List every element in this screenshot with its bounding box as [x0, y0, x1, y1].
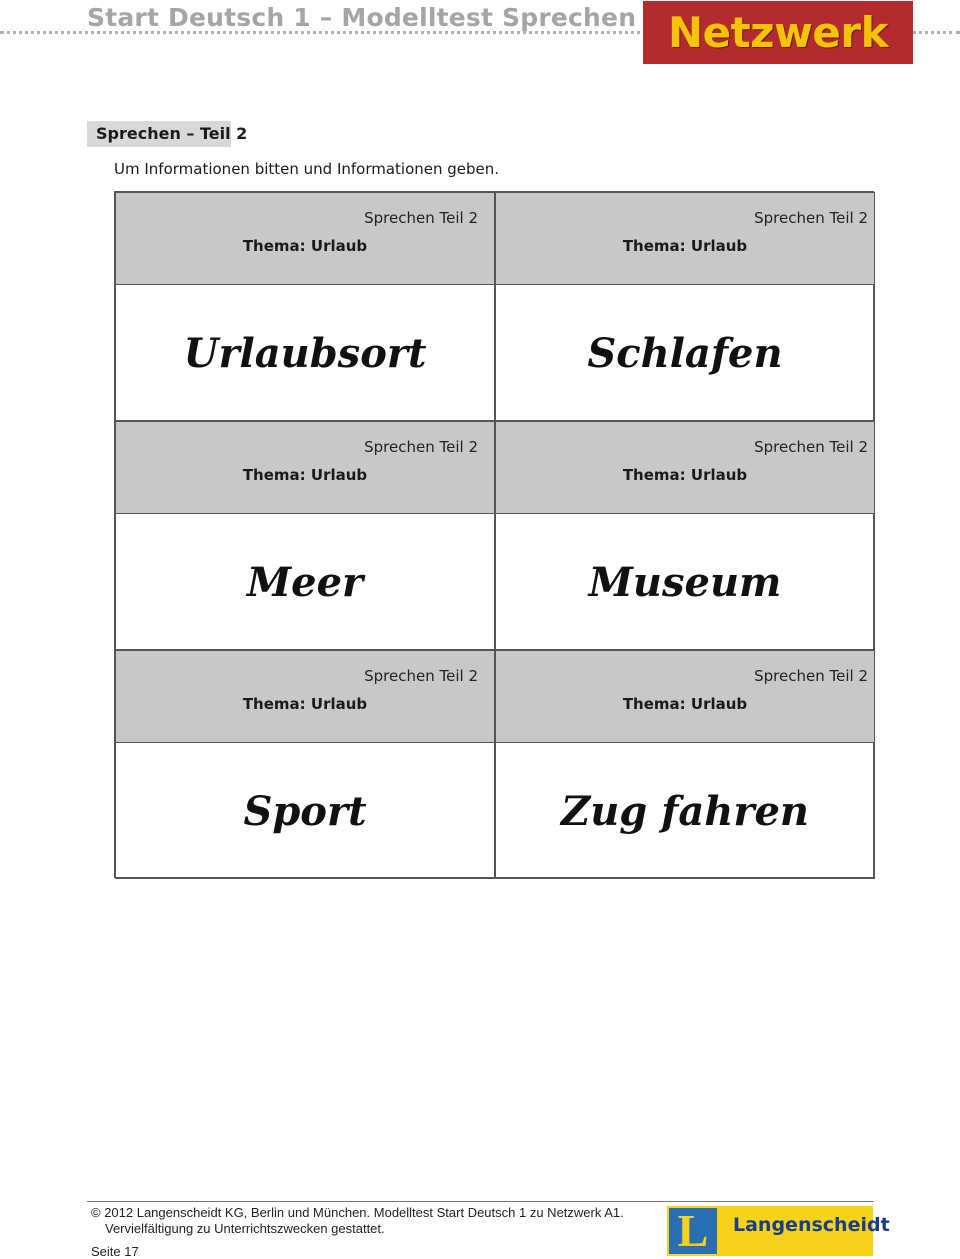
- page-number: Seite 17: [91, 1244, 139, 1259]
- word-card: [495, 192, 875, 421]
- langenscheidt-logo: [667, 1205, 890, 1256]
- netzwerk-logo: [643, 1, 913, 64]
- footer-divider: [87, 1201, 874, 1202]
- task-instruction: Um Informationen bitten und Informationen geben.: [114, 160, 500, 178]
- card-keyword: Zug fahren: [561, 787, 809, 835]
- card-header: [496, 422, 874, 514]
- publisher-name: Langenscheidt: [733, 1214, 890, 1236]
- word-card: [115, 192, 495, 421]
- card-part-label: Sprechen Teil 2: [364, 438, 478, 456]
- langenscheidt-l-letter: L: [677, 1205, 709, 1256]
- card-keyword: Schlafen: [587, 329, 783, 377]
- netzwerk-logo-text: Netzwerk: [667, 8, 889, 57]
- card-part-label: Sprechen Teil 2: [754, 438, 868, 456]
- card-keyword: Sport: [243, 787, 367, 835]
- card-topic: Thema: Urlaub: [242, 237, 368, 255]
- card-keyword: Urlaubsort: [183, 329, 427, 377]
- word-card: [495, 650, 875, 879]
- word-card: [495, 421, 875, 650]
- section-label: Sprechen – Teil 2: [87, 121, 231, 147]
- card-part-label: Sprechen Teil 2: [754, 667, 868, 685]
- card-keyword: Meer: [246, 558, 364, 606]
- card-body: [116, 743, 494, 879]
- card-topic: Thema: Urlaub: [242, 466, 368, 484]
- copyright-line-1: © 2012 Langenscheidt KG, Berlin und München. Modelltest Start Deutsch 1 zu Netzwerk A1.: [91, 1205, 624, 1220]
- card-body: [116, 514, 494, 650]
- langenscheidt-l-icon: [669, 1205, 717, 1256]
- card-header: [116, 651, 494, 743]
- copyright-line-2: Vervielfältigung zu Unterrichtszwecken gestattet.: [105, 1221, 385, 1236]
- card-body: [116, 285, 494, 421]
- card-body: [496, 743, 874, 879]
- card-part-label: Sprechen Teil 2: [364, 667, 478, 685]
- document-title: Start Deutsch 1 – Modelltest Sprechen: [87, 3, 637, 32]
- card-header: [116, 422, 494, 514]
- card-body: [496, 285, 874, 421]
- card-header: [496, 651, 874, 743]
- word-card: [115, 421, 495, 650]
- card-keyword: Museum: [588, 558, 782, 606]
- card-topic: Thema: Urlaub: [622, 695, 748, 713]
- card-part-label: Sprechen Teil 2: [364, 209, 478, 227]
- card-topic: Thema: Urlaub: [622, 237, 748, 255]
- copyright-notice: [91, 1205, 624, 1237]
- card-grid: [114, 191, 874, 878]
- card-header: [116, 193, 494, 285]
- word-card: [115, 650, 495, 879]
- card-body: [496, 514, 874, 650]
- card-topic: Thema: Urlaub: [242, 695, 368, 713]
- card-header: [496, 193, 874, 285]
- card-part-label: Sprechen Teil 2: [754, 209, 868, 227]
- card-topic: Thema: Urlaub: [622, 466, 748, 484]
